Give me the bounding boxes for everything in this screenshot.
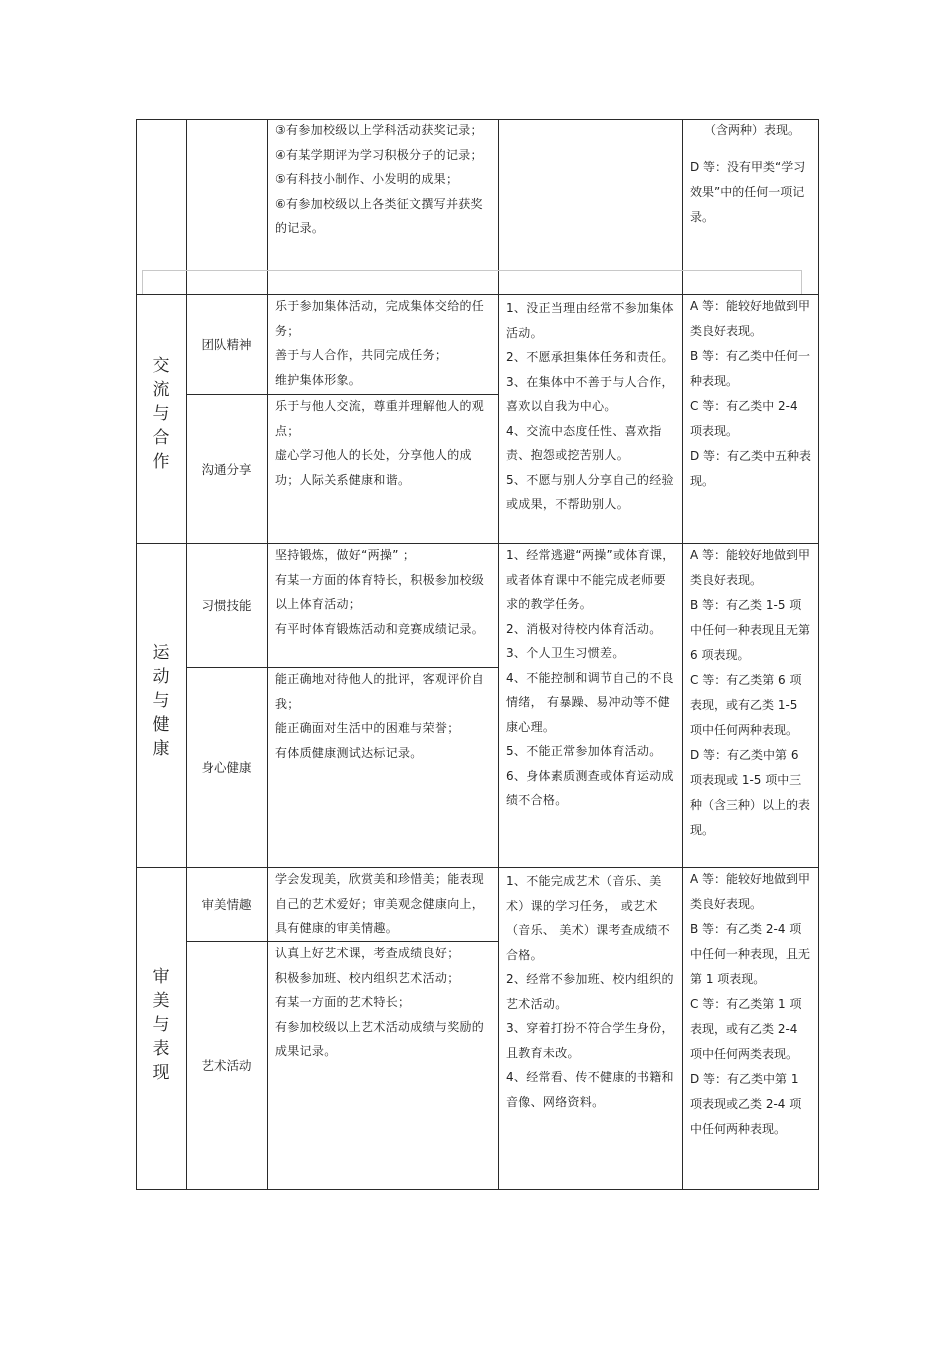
dimension-char: 运 (152, 643, 170, 663)
standard-line: 能正确面对生活中的困难与荣誉； (275, 721, 460, 735)
dimension-char: 审 (152, 967, 170, 987)
item-standards (267, 941, 498, 1189)
grade-line: B 等：有乙类中任何一种表现。 (690, 349, 811, 388)
grade-line: C 等：有乙类第 6 项表现，或有乙类 1-5 项中任何两种表现。 (690, 673, 802, 737)
standard-line: 坚持锻炼，做好“两操” ； (275, 548, 416, 562)
dimension-char: 合 (152, 428, 170, 448)
negative-item: 5、不能正常参加体育活动。 (506, 744, 662, 758)
negative-list (498, 867, 682, 1189)
standard-line: ⑥有参加校级以上各类征文撰写并获奖的记录。 (275, 196, 483, 235)
dimension-aesthetics (136, 867, 186, 1189)
dimension-char: 交 (152, 356, 170, 376)
dimension-char: 动 (152, 667, 170, 687)
standard-line: 有参加校级以上艺术活动成绩与奖励的成果记录。 (275, 1019, 485, 1058)
dimension-char: 作 (152, 452, 170, 472)
negative-item: 4、经常看、传不健康的书籍和音像、网络资料。 (506, 1070, 674, 1109)
grade-list (682, 543, 818, 867)
grade-line: A 等：能较好地做到甲类良好表现。 (690, 872, 811, 911)
standard-line: 认真上好艺术课，考查成绩良好； (275, 946, 460, 960)
scan-artifact-line (142, 270, 143, 294)
item-standards (267, 543, 498, 667)
item-standards (267, 667, 498, 867)
continuation-grades (682, 118, 818, 294)
item-standards (267, 867, 498, 941)
grade-line: A 等：能较好地做到甲类良好表现。 (690, 299, 811, 338)
grade-line: D 等：有乙类中第 1 项表现或乙类 2-4 项中任何两种表现。 (690, 1072, 802, 1136)
rule (818, 119, 819, 1190)
dimension-char: 表 (152, 1039, 170, 1059)
standard-line: 有某一方面的体育特长，积极参加校级以上体育活动； (275, 572, 485, 611)
standard-line: 虚心学习他人的长处，分享他人的成功；人际关系健康和谐。 (275, 448, 472, 487)
item-name: 团队精神 (201, 337, 252, 352)
dimension-communication (136, 294, 186, 543)
evaluation-table (136, 119, 819, 1190)
dimension-char: 流 (152, 380, 170, 400)
standard-line: 善于与人合作，共同完成任务； (275, 348, 448, 362)
standard-line: 维护集体形象。 (275, 372, 362, 387)
standard-line: 有体质健康测试达标记录。 (275, 745, 423, 760)
negative-item: 2、经常不参加班、校内组织的艺术活动。 (506, 972, 674, 1011)
negative-list (498, 294, 682, 543)
negative-list (498, 543, 682, 867)
standard-line: 积极参加班、校内组织艺术活动； (275, 970, 460, 985)
grade-line: B 等：有乙类 1-5 项中任何一种表现且无第 6 项表现。 (690, 598, 811, 662)
negative-item: 2、消极对待校内体育活动。 (506, 621, 662, 636)
standard-line: 能正确地对待他人的批评，客观评价自我； (275, 672, 485, 711)
negative-item: 3、穿着打扮不符合学生身份，且教育未改。 (506, 1021, 674, 1060)
continuation-standards (267, 118, 498, 294)
dimension-sports-health (136, 543, 186, 867)
dimension-char: 美 (152, 991, 170, 1011)
grade-line: A 等：能较好地做到甲类良好表现。 (690, 548, 811, 587)
standard-line: ④有某学期评为学习积极分子的记录； (275, 147, 483, 162)
standard-line: ③有参加校级以上学科活动获奖记录； (275, 123, 483, 137)
dimension-char: 与 (152, 691, 170, 711)
negative-item: 1、没正当理由经常不参加集体活动。 (506, 301, 674, 340)
dimension-char: 康 (152, 739, 170, 759)
grade-line: D 等：有乙类中第 6 项表现或 1-5 项中三种（含三种）以上的表现。 (690, 748, 811, 837)
negative-item: 2、不愿承担集体任务和责任。 (506, 350, 674, 364)
item-standards (267, 394, 498, 543)
item-name: 身心健康 (201, 760, 252, 775)
grade-line: （含两种）表现。 (704, 123, 801, 137)
negative-item: 5、不愿与别人分享自己的经验或成果，不帮助别人。 (506, 472, 674, 511)
item-name: 审美情趣 (201, 897, 252, 912)
negative-item: 1、经常逃避“两操”或体育课，或者体育课中不能完成老师要求的教学任务。 (506, 548, 675, 611)
grade-line: B 等：有乙类 2-4 项中任何一种表现，且无第 1 项表现。 (690, 922, 811, 986)
item-standards (267, 294, 498, 394)
item-name: 艺术活动 (201, 1058, 252, 1073)
negative-item: 1、不能完成艺术（音乐、美术）课的学习任务， 或艺术（音乐、 美术）课考查成绩不合格。 (506, 874, 671, 962)
grade-line: D 等：有乙类中五种表现。 (690, 449, 812, 488)
grade-list (682, 867, 818, 1189)
standard-line: 有某一方面的艺术特长； (275, 995, 411, 1009)
dimension-char: 与 (152, 404, 170, 424)
grade-line: C 等：有乙类第 1 项表现，或有乙类 2-4 项中任何两类表现。 (690, 997, 802, 1061)
negative-item: 3、个人卫生习惯差。 (506, 646, 625, 660)
standard-line: 学会发现美，欣赏美和珍惜美；能表现自己的艺术爱好；审美观念健康向上，具有健康的审美情趣。 (275, 872, 485, 935)
negative-item: 4、不能控制和调节自己的不良情绪， 有暴躁、易冲动等不健康心理。 (506, 670, 674, 734)
grade-list (682, 294, 818, 543)
dimension-char: 健 (152, 715, 170, 735)
item-name: 沟通分享 (201, 461, 252, 477)
standard-line: 有平时体育锻炼活动和竞赛成绩记录。 (275, 621, 485, 636)
standard-line: 乐于与他人交流，尊重并理解他人的观点； (275, 399, 485, 438)
dimension-char: 与 (152, 1015, 170, 1035)
item-name: 习惯技能 (201, 598, 252, 613)
dimension-char: 现 (152, 1063, 170, 1083)
standard-line: 乐于参加集体活动，完成集体交给的任务； (275, 299, 485, 338)
grade-line: D 等：没有甲类“学习效果”中的任何一项记录。 (690, 160, 806, 224)
standard-line: ⑤有科技小制作、小发明的成果； (275, 172, 459, 186)
grade-line: C 等：有乙类中 2-4 项表现。 (690, 399, 798, 438)
negative-item: 3、在集体中不善于与人合作，喜欢以自我为中心。 (506, 374, 674, 413)
negative-item: 6、身体素质测查或体育运动成绩不合格。 (506, 768, 674, 807)
negative-item: 4、交流中态度任性、喜欢指责、抱怨或挖苦别人。 (506, 423, 662, 462)
rule (136, 1189, 819, 1190)
